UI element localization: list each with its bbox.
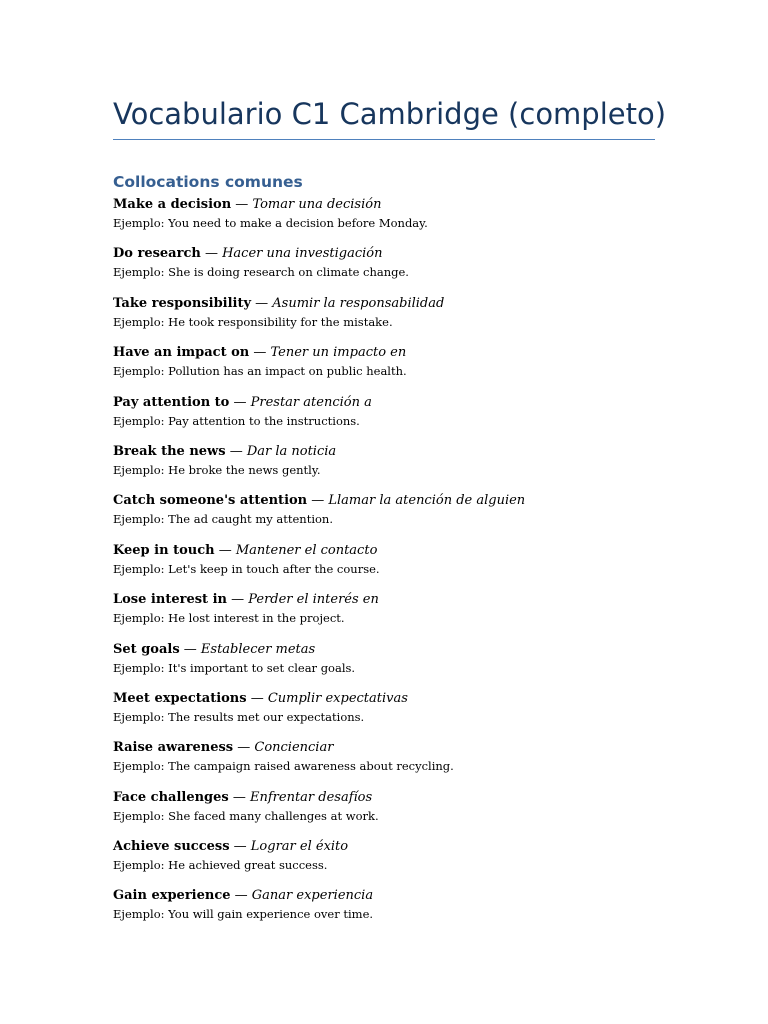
separator: —: [226, 592, 249, 608]
list-item: [113, 739, 655, 788]
collocation-line: [113, 245, 655, 263]
collocation-term: Raise awareness: [113, 740, 234, 756]
example-prefix: Ejemplo:: [113, 364, 169, 379]
collocation-term: Lose interest in: [113, 592, 227, 608]
example-prefix: Ejemplo:: [113, 462, 169, 477]
example-sentence: Pollution has an impact on public health.: [168, 364, 407, 379]
example-prefix: Ejemplo:: [113, 265, 169, 280]
collocation-line: [113, 196, 655, 214]
example-line: [113, 856, 655, 874]
collocation-line: [113, 492, 655, 510]
collocation-term: Set goals: [113, 641, 180, 657]
collocation-term: Break the news: [113, 443, 226, 459]
example-sentence: The results met our expectations.: [168, 709, 365, 724]
collocation-line: [113, 591, 655, 609]
list-item: [113, 690, 655, 739]
collocation-term: Do research: [113, 246, 201, 262]
collocation-term: Pay attention to: [113, 394, 230, 410]
example-line: [113, 461, 655, 479]
collocation-term: Take responsibility: [113, 295, 252, 311]
collocation-translation: Dar la noticia: [246, 443, 337, 459]
collocation-line: [113, 641, 655, 659]
section-heading: Collocations comunes: [113, 173, 303, 191]
example-line: [113, 412, 655, 430]
collocation-term: Make a decision: [113, 197, 232, 212]
list-item: [113, 295, 655, 344]
collocation-translation: Mantener el contacto: [235, 542, 378, 558]
list-item: [113, 245, 655, 294]
example-prefix: Ejemplo:: [113, 611, 169, 626]
collocation-term: Achieve success: [113, 839, 230, 855]
example-prefix: Ejemplo:: [113, 413, 169, 428]
list-item: [113, 641, 655, 690]
example-sentence: He lost interest in the project.: [168, 611, 345, 626]
collocation-line: [113, 443, 655, 461]
collocation-translation: Enfrentar desafíos: [250, 789, 373, 805]
example-line: [113, 560, 655, 578]
separator: —: [233, 740, 255, 756]
collocation-line: [113, 739, 655, 757]
example-prefix: Ejemplo:: [113, 808, 169, 823]
collocation-term: Face challenges: [113, 789, 229, 805]
example-line: [113, 659, 655, 677]
example-line: [113, 313, 655, 331]
list-item: [113, 344, 655, 393]
separator: —: [246, 690, 268, 706]
example-sentence: It's important to set clear goals.: [168, 660, 356, 675]
separator: —: [225, 443, 247, 459]
collocation-term: Have an impact on: [113, 345, 250, 361]
separator: —: [230, 888, 252, 904]
list-item: [113, 838, 655, 887]
collocation-translation: Establecer metas: [200, 641, 316, 657]
example-sentence: You need to make a decision before Monday.: [168, 216, 428, 230]
separator: —: [214, 542, 236, 558]
example-prefix: Ejemplo:: [113, 907, 169, 922]
collocation-translation: Lograr el éxito: [250, 839, 349, 855]
collocation-term: Keep in touch: [113, 542, 215, 558]
list-item: [113, 591, 655, 640]
collocation-term: Meet expectations: [113, 690, 247, 706]
example-line: [113, 263, 655, 281]
example-sentence: He broke the news gently.: [168, 462, 321, 477]
collocation-translation: Tener un impacto en: [270, 345, 407, 361]
example-sentence: He achieved great success.: [168, 858, 328, 873]
separator: —: [307, 493, 329, 509]
collocation-term: Gain experience: [113, 888, 231, 904]
example-sentence: The ad caught my attention.: [168, 512, 333, 527]
list-item: [113, 196, 655, 245]
example-line: [113, 510, 655, 528]
list-item: [113, 887, 655, 936]
example-prefix: Ejemplo:: [113, 660, 169, 675]
collocation-list: [113, 196, 655, 937]
example-line: [113, 905, 655, 923]
collocation-translation: Perder el interés en: [248, 592, 379, 608]
example-sentence: He took responsibility for the mistake.: [168, 314, 393, 329]
list-item: [113, 443, 655, 492]
example-sentence: The campaign raised awareness about recycling.: [168, 759, 454, 774]
example-line: [113, 757, 655, 775]
example-sentence: You will gain experience over time.: [168, 907, 374, 922]
example-prefix: Ejemplo:: [113, 759, 169, 774]
collocation-translation: Hacer una investigación: [222, 246, 383, 262]
collocation-translation: Cumplir expectativas: [267, 690, 408, 706]
collocation-term: Catch someone's attention: [113, 493, 308, 509]
list-item: [113, 542, 655, 591]
example-prefix: Ejemplo:: [113, 709, 169, 724]
separator: —: [249, 345, 271, 361]
example-prefix: Ejemplo:: [113, 561, 169, 576]
collocation-line: [113, 394, 655, 412]
example-prefix: Ejemplo:: [113, 216, 169, 230]
list-item: [113, 492, 655, 541]
separator: —: [228, 789, 250, 805]
separator: —: [179, 641, 201, 657]
example-sentence: She is doing research on climate change.: [168, 265, 409, 280]
collocation-translation: Asumir la responsabilidad: [272, 295, 445, 311]
collocation-line: [113, 789, 655, 807]
collocation-line: [113, 344, 655, 362]
example-sentence: She faced many challenges at work.: [168, 808, 379, 823]
list-item: [113, 394, 655, 443]
collocation-translation: Prestar atención a: [250, 394, 372, 410]
example-line: [113, 708, 655, 726]
separator: —: [251, 295, 273, 311]
collocation-translation: Llamar la atención de alguien: [328, 493, 526, 509]
example-prefix: Ejemplo:: [113, 512, 169, 527]
collocation-line: [113, 690, 655, 708]
collocation-line: [113, 838, 655, 856]
example-sentence: Let's keep in touch after the course.: [168, 561, 380, 576]
example-sentence: Pay attention to the instructions.: [168, 413, 360, 428]
collocation-line: [113, 295, 655, 313]
title-underline-divider: [113, 139, 655, 140]
example-line: [113, 807, 655, 825]
separator: —: [229, 394, 251, 410]
collocation-line: [113, 887, 655, 905]
page-title: Vocabulario C1 Cambridge (completo): [113, 97, 667, 131]
example-line: [113, 609, 655, 627]
example-line: [113, 362, 655, 380]
collocation-translation: Tomar una decisión: [252, 197, 382, 212]
separator: —: [231, 197, 253, 212]
collocation-translation: Concienciar: [254, 740, 334, 756]
separator: —: [229, 839, 251, 855]
example-prefix: Ejemplo:: [113, 314, 169, 329]
example-prefix: Ejemplo:: [113, 858, 169, 873]
collocation-line: [113, 542, 655, 560]
separator: —: [200, 246, 223, 262]
example-line: [113, 214, 655, 232]
collocation-translation: Ganar experiencia: [251, 888, 374, 904]
list-item: [113, 789, 655, 838]
